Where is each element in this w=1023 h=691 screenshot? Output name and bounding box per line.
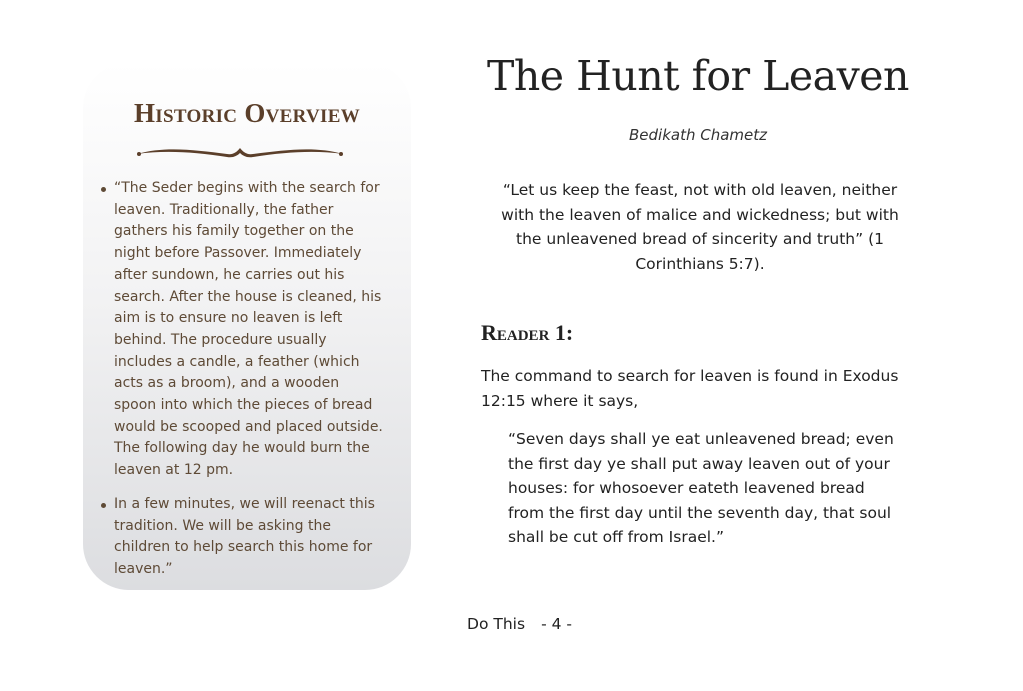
page-title: The Hunt for Leaven bbox=[487, 52, 909, 100]
epigraph-quote: “Let us keep the feast, not with old leaven, neither with the leaven of malice and wickedness; but with the unleavened bread of sincerity and truth” (1 Corinthians 5:7). bbox=[501, 181, 899, 273]
page-subtitle: Bedikath Chametz bbox=[628, 126, 767, 144]
page-footer bbox=[0, 615, 1023, 633]
bullet-icon bbox=[101, 187, 106, 192]
list-item bbox=[101, 178, 385, 482]
reader-heading: Reader 1: bbox=[481, 320, 574, 345]
flourish-ornament-icon bbox=[135, 142, 345, 162]
page-number: - 4 - bbox=[541, 615, 572, 633]
bullet-text: In a few minutes, we will reenact this tradition. We will be asking the children to help search this home for leaven.” bbox=[114, 495, 375, 577]
reader-body-text: The command to search for leaven is found in Exodus 12:15 where it says, bbox=[481, 367, 899, 410]
scripture-quote: “Seven days shall ye eat unleavened bread; even the first day ye shall put away leaven out of your houses: for whosoever eateth leavened bread from the first day until the seventh day, that soul shall be cut off from Israel.” bbox=[508, 430, 894, 547]
list-item bbox=[101, 494, 385, 581]
bullet-text: “The Seder begins with the search for leaven. Traditionally, the father gathers his family together on the night before Passover. Immediately after sundown, he carries out his search. After the house is cleaned, his aim is to ensure no leaven is left behind. The procedure usually includes a candle, a feather (which acts as a broom), and a wooden spoon into which the pieces of bread would be scooped and placed outside. The following day he would burn the leaven at 12 pm. bbox=[114, 180, 383, 479]
footer-label: Do This bbox=[467, 615, 526, 633]
bullet-icon bbox=[101, 503, 106, 508]
overview-bullet-list bbox=[101, 178, 385, 593]
historic-overview-box bbox=[83, 62, 411, 590]
sidebar-title: Historic Overview bbox=[134, 98, 360, 128]
